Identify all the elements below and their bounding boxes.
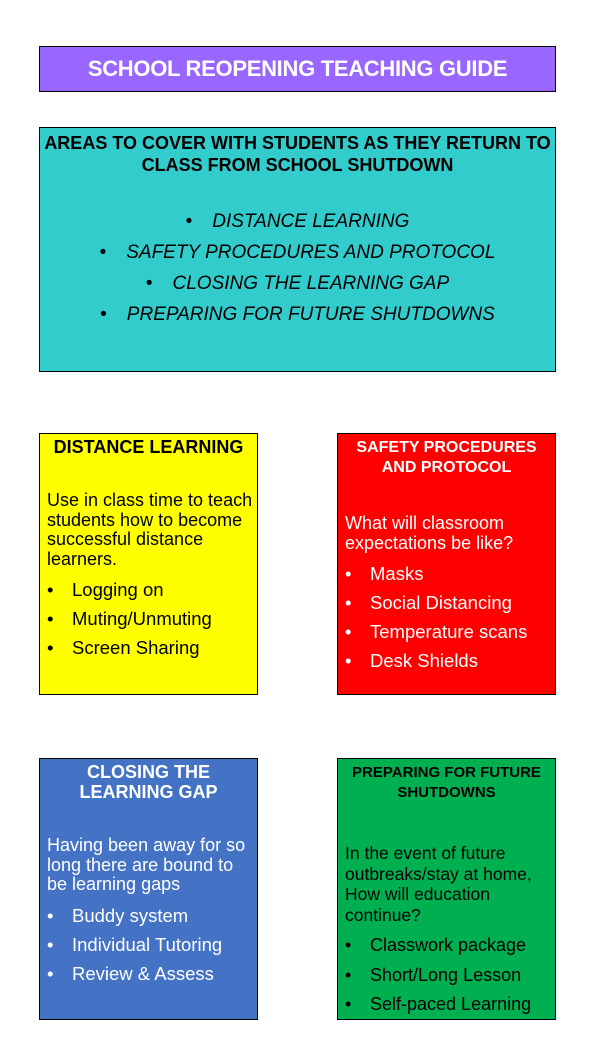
bullet-icon: • bbox=[345, 592, 352, 613]
bullet-icon: • bbox=[345, 964, 352, 985]
list-item-label: Desk Shields bbox=[370, 650, 478, 671]
bullet-icon: • bbox=[47, 579, 54, 600]
overview-item-label: CLOSING THE LEARNING GAP bbox=[172, 273, 450, 294]
list-item-label: Individual Tutoring bbox=[72, 933, 223, 955]
card-title: PREPARING FOR FUTURE SHUTDOWNS bbox=[352, 764, 541, 801]
overview-item bbox=[40, 268, 555, 299]
overview-item bbox=[40, 206, 555, 237]
bullet-icon: • bbox=[145, 273, 153, 294]
list-item bbox=[47, 901, 257, 930]
bullet-icon: • bbox=[47, 962, 54, 984]
overview-item-label: DISTANCE LEARNING bbox=[212, 211, 410, 232]
card-description: Use in class time to teach students how to become successful distance learners. bbox=[47, 490, 253, 569]
card-list bbox=[338, 559, 555, 675]
card-description: What will classroom expectations be like? bbox=[345, 513, 514, 553]
card-title: DISTANCE LEARNING bbox=[53, 437, 244, 457]
list-item bbox=[345, 990, 555, 1020]
list-item bbox=[345, 617, 555, 646]
overview-item bbox=[40, 237, 555, 268]
card-title: CLOSING THE LEARNING GAP bbox=[79, 762, 218, 802]
list-item-label: Screen Sharing bbox=[72, 637, 200, 658]
list-item bbox=[345, 559, 555, 588]
card-title: SAFETY PROCEDURES AND PROTOCOL bbox=[356, 439, 537, 476]
list-item-label: Temperature scans bbox=[370, 621, 528, 642]
bullet-icon: • bbox=[47, 637, 54, 658]
list-item bbox=[345, 961, 555, 991]
list-item-label: Social Distancing bbox=[370, 592, 512, 613]
bullet-icon: • bbox=[99, 242, 107, 263]
overview-item-label: SAFETY PROCEDURES AND PROTOCOL bbox=[126, 242, 496, 263]
overview-box bbox=[39, 127, 556, 372]
bullet-icon: • bbox=[47, 933, 54, 955]
bullet-icon: • bbox=[345, 935, 352, 955]
card-list bbox=[40, 901, 257, 988]
title-banner bbox=[39, 46, 556, 92]
bullet-icon: • bbox=[185, 211, 193, 232]
list-item bbox=[47, 959, 257, 988]
card-list bbox=[338, 931, 555, 1020]
list-item bbox=[47, 633, 257, 662]
list-item bbox=[47, 604, 257, 633]
list-item bbox=[345, 588, 555, 617]
list-item bbox=[47, 575, 257, 604]
list-item-label: Review & Assess bbox=[72, 962, 214, 984]
overview-item bbox=[40, 299, 555, 330]
card-future-shutdowns bbox=[337, 758, 556, 1020]
card-description: Having been away for so long there are bound to be learning gaps bbox=[47, 835, 246, 894]
list-item-label: Self-paced Learning bbox=[370, 994, 532, 1014]
bullet-icon: • bbox=[345, 563, 352, 584]
list-item-label: Buddy system bbox=[72, 904, 189, 926]
bullet-icon: • bbox=[345, 650, 352, 671]
card-safety-procedures bbox=[337, 433, 556, 695]
overview-item-label: PREPARING FOR FUTURE SHUTDOWNS bbox=[126, 304, 495, 325]
overview-heading: AREAS TO COVER WITH STUDENTS AS THEY RETURN TO CLASS FROM SCHOOL SHUTDOWN bbox=[44, 133, 551, 175]
bullet-icon: • bbox=[47, 608, 54, 629]
card-description: In the event of future outbreaks/stay at home, How will education continue? bbox=[345, 843, 532, 925]
bullet-icon: • bbox=[100, 304, 107, 325]
page-title: SCHOOL REOPENING TEACHING GUIDE bbox=[87, 56, 508, 81]
list-item-label: Logging on bbox=[72, 579, 164, 600]
list-item-label: Short/Long Lesson bbox=[370, 964, 522, 985]
overview-list bbox=[40, 206, 555, 330]
bullet-icon: • bbox=[47, 904, 54, 926]
card-closing-learning-gap bbox=[39, 758, 258, 1020]
list-item bbox=[345, 646, 555, 675]
bullet-icon: • bbox=[345, 994, 352, 1014]
list-item-label: Masks bbox=[370, 563, 424, 584]
bullet-icon: • bbox=[345, 621, 352, 642]
list-item-label: Classwork package bbox=[370, 935, 527, 955]
card-list bbox=[40, 575, 257, 662]
card-distance-learning bbox=[39, 433, 258, 695]
list-item bbox=[345, 931, 555, 961]
list-item-label: Muting/Unmuting bbox=[72, 608, 212, 629]
list-item bbox=[47, 930, 257, 959]
